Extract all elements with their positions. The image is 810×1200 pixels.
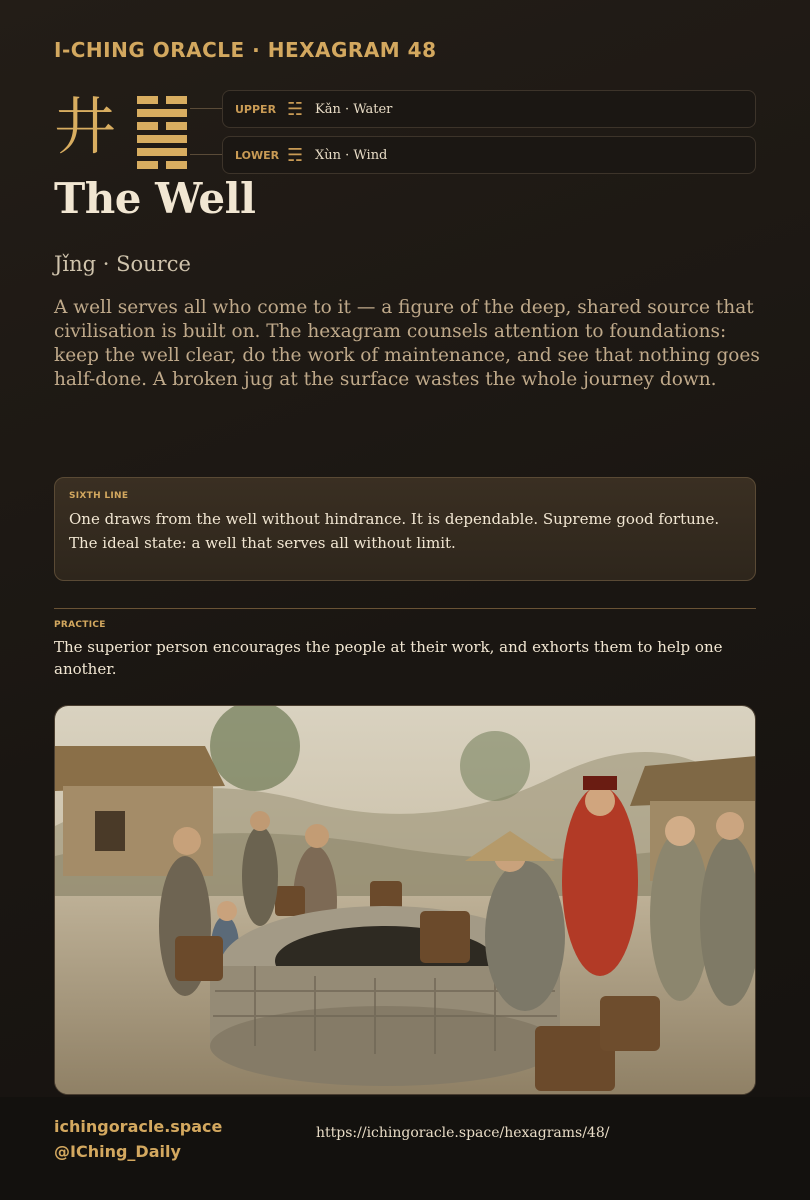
upper-connector: [190, 108, 222, 109]
lower-trigram-name: Xùn · Wind: [315, 147, 388, 163]
footer: [0, 1097, 810, 1200]
upper-trigram-name: Kǎn · Water: [315, 101, 393, 117]
well-illustration: [54, 705, 756, 1095]
brand-header: I-CHING ORACLE · HEXAGRAM 48: [54, 38, 437, 62]
hexagram-line-solid: [137, 135, 187, 143]
hexagram-line-broken: [137, 122, 187, 130]
footer-url-link[interactable]: https://ichingoracle.space/hexagrams/48/: [316, 1125, 610, 1141]
practice-text: The superior person encourages the people at their work, and exhorts them to help one another.: [54, 638, 723, 678]
hexagram-description: A well serves all who come to it — a figure of the deep, shared source that civilisation is built on. The hexagram counsels attention to foundations: keep the well clear, do the work of maintenance, and see that nothing goes half-done. A broken jug at the surface wastes the whole journey down.: [54, 297, 760, 390]
practice-label: PRACTICE: [54, 620, 106, 630]
hexagram-subtitle: Jǐng · Source: [54, 252, 191, 276]
upper-trigram-card: [222, 90, 756, 128]
footer-social-handle[interactable]: @IChing_Daily: [54, 1142, 181, 1161]
hexagram-line-broken: [137, 161, 187, 169]
practice-section: [54, 620, 756, 680]
hexagram-lines-icon: [137, 96, 187, 168]
line-card-label: SIXTH LINE: [69, 491, 129, 501]
sixth-line-card: [54, 477, 756, 581]
lower-trigram-label: LOWER: [235, 148, 280, 162]
hexagram-line-solid: [137, 148, 187, 156]
lower-trigram-card: [222, 136, 756, 174]
upper-trigram-label: UPPER: [235, 102, 277, 116]
hexagram-line-broken: [137, 96, 187, 104]
page-title: The Well: [54, 174, 256, 223]
lower-connector: [190, 154, 222, 155]
hexagram-character: 井: [54, 90, 117, 163]
water-trigram-icon: ☵: [287, 98, 304, 120]
line-card-text: One draws from the well without hindrance. It is dependable. Supreme good fortune. The ideal state: a well that serves all without limit.: [69, 510, 720, 552]
footer-site-link[interactable]: ichingoracle.space: [54, 1117, 223, 1136]
practice-divider: [54, 608, 756, 609]
wind-trigram-icon: ☴: [287, 144, 304, 166]
hexagram-line-solid: [137, 109, 187, 117]
